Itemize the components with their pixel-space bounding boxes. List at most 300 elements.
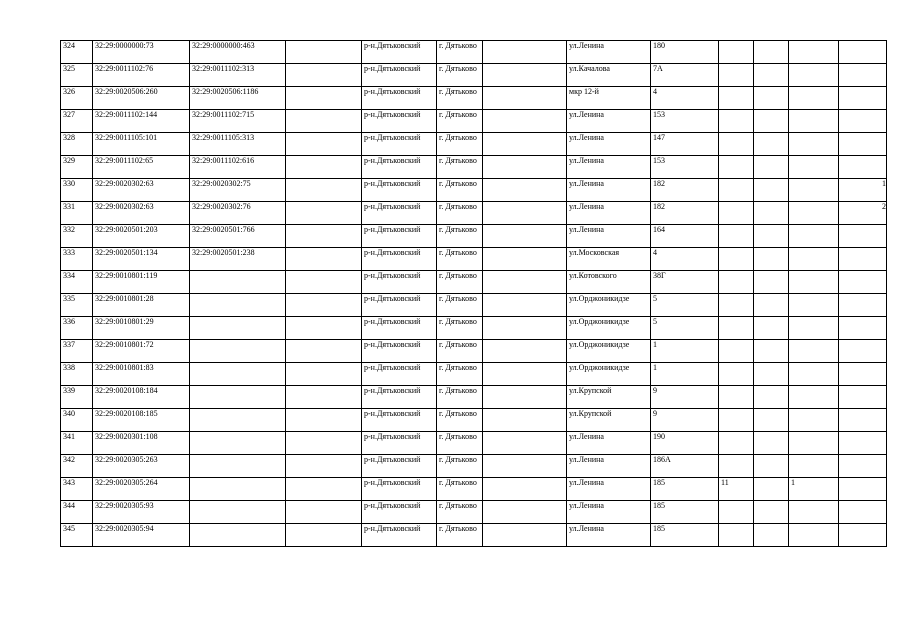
cell-col-12 [789, 386, 839, 409]
cell-col-4 [286, 524, 362, 547]
cell-house-number: 5 [651, 294, 719, 317]
cell-col-10 [719, 294, 754, 317]
cell-col-13 [839, 524, 887, 547]
cell-col-10 [719, 110, 754, 133]
cell-col-11 [754, 501, 789, 524]
cell-district: р-н.Дятьковский [362, 64, 437, 87]
cell-col-10 [719, 41, 754, 64]
cell-row-number: 330 [61, 179, 93, 202]
cell-house-number: 153 [651, 156, 719, 179]
cell-district: р-н.Дятьковский [362, 87, 437, 110]
cell-cadastral-number: 32:29:0010801:83 [93, 363, 190, 386]
cell-col-10 [719, 340, 754, 363]
table-row [61, 156, 887, 179]
cell-col-4 [286, 225, 362, 248]
cell-district: р-н.Дятьковский [362, 271, 437, 294]
table-row [61, 409, 887, 432]
cell-col-12 [789, 133, 839, 156]
cell-col-4 [286, 64, 362, 87]
cell-col-10 [719, 248, 754, 271]
cell-col-7 [483, 271, 567, 294]
cell-street: ул.Ленина [567, 478, 651, 501]
cell-col-7 [483, 156, 567, 179]
cell-district: р-н.Дятьковский [362, 248, 437, 271]
cell-city: г. Дятьково [437, 64, 483, 87]
cell-cadastral-number-2: 32:29:0020501:238 [190, 248, 286, 271]
cell-city: г. Дятьково [437, 455, 483, 478]
cell-district: р-н.Дятьковский [362, 524, 437, 547]
cell-cadastral-number: 32:29:0020302:63 [93, 179, 190, 202]
cell-cadastral-number: 32:29:0011102:144 [93, 110, 190, 133]
cell-street: ул.Ленина [567, 156, 651, 179]
cell-cadastral-number-2 [190, 432, 286, 455]
cell-cadastral-number-2 [190, 501, 286, 524]
cell-district: р-н.Дятьковский [362, 478, 437, 501]
cell-col-13 [839, 455, 887, 478]
cell-district: р-н.Дятьковский [362, 41, 437, 64]
cell-col-7 [483, 409, 567, 432]
cell-col-11 [754, 202, 789, 225]
cell-col-10 [719, 202, 754, 225]
table-body [61, 41, 887, 547]
cell-row-number: 339 [61, 386, 93, 409]
cell-col-7 [483, 386, 567, 409]
cell-street: ул.Ленина [567, 524, 651, 547]
cell-cadastral-number: 32:29:0020506:260 [93, 87, 190, 110]
cell-street: ул.Ленина [567, 432, 651, 455]
cell-col-10 [719, 432, 754, 455]
cell-house-number: 190 [651, 432, 719, 455]
cell-city: г. Дятьково [437, 271, 483, 294]
cell-cadastral-number: 32:29:0020305:94 [93, 524, 190, 547]
cell-col-10: 11 [719, 478, 754, 501]
cell-city: г. Дятьково [437, 248, 483, 271]
table-row [61, 317, 887, 340]
cell-col-11 [754, 386, 789, 409]
cell-col-13 [839, 64, 887, 87]
cell-cadastral-number-2 [190, 455, 286, 478]
cell-col-12 [789, 179, 839, 202]
cell-cadastral-number-2 [190, 478, 286, 501]
cell-cadastral-number-2 [190, 524, 286, 547]
cell-col-4 [286, 133, 362, 156]
cell-col-12 [789, 409, 839, 432]
cell-col-13 [839, 317, 887, 340]
cell-cadastral-number-2: 32:29:0020506:1186 [190, 87, 286, 110]
table-row [61, 64, 887, 87]
cell-col-10 [719, 87, 754, 110]
cell-col-4 [286, 248, 362, 271]
cell-col-12 [789, 363, 839, 386]
cell-row-number: 335 [61, 294, 93, 317]
cell-col-4 [286, 478, 362, 501]
cell-col-4 [286, 501, 362, 524]
registry-sheet [60, 40, 887, 547]
cell-house-number: 185 [651, 524, 719, 547]
cell-col-10 [719, 179, 754, 202]
cell-cadastral-number: 32:29:0010801:119 [93, 271, 190, 294]
cell-city: г. Дятьково [437, 386, 483, 409]
cell-col-13: 2 [839, 202, 887, 225]
table-row [61, 271, 887, 294]
cell-col-13 [839, 294, 887, 317]
cell-row-number: 324 [61, 41, 93, 64]
cell-col-7 [483, 110, 567, 133]
cell-city: г. Дятьково [437, 156, 483, 179]
table-row [61, 432, 887, 455]
cell-city: г. Дятьково [437, 41, 483, 64]
cell-house-number: 4 [651, 87, 719, 110]
cell-row-number: 331 [61, 202, 93, 225]
cell-district: р-н.Дятьковский [362, 156, 437, 179]
cell-col-11 [754, 432, 789, 455]
cell-col-10 [719, 64, 754, 87]
cell-cadastral-number-2: 32:29:0000000:463 [190, 41, 286, 64]
cell-district: р-н.Дятьковский [362, 133, 437, 156]
cell-col-12 [789, 248, 839, 271]
cell-col-10 [719, 501, 754, 524]
cell-row-number: 341 [61, 432, 93, 455]
table-row [61, 202, 887, 225]
cell-city: г. Дятьково [437, 110, 483, 133]
cell-col-10 [719, 386, 754, 409]
cell-city: г. Дятьково [437, 202, 483, 225]
cell-col-10 [719, 455, 754, 478]
cell-col-7 [483, 317, 567, 340]
table-row [61, 248, 887, 271]
cell-cadastral-number: 32:29:0020108:185 [93, 409, 190, 432]
cell-street: ул.Крупской [567, 386, 651, 409]
cell-house-number: 1 [651, 363, 719, 386]
cell-col-7 [483, 363, 567, 386]
cell-cadastral-number-2: 32:29:0020501:766 [190, 225, 286, 248]
cell-house-number: 186А [651, 455, 719, 478]
cell-street: ул.Ленина [567, 110, 651, 133]
cell-cadastral-number: 32:29:0010801:72 [93, 340, 190, 363]
cell-city: г. Дятьково [437, 501, 483, 524]
cell-col-13 [839, 156, 887, 179]
cell-house-number: 164 [651, 225, 719, 248]
cell-house-number: 5 [651, 317, 719, 340]
cell-col-12 [789, 524, 839, 547]
cell-col-11 [754, 64, 789, 87]
cell-house-number: 147 [651, 133, 719, 156]
cell-col-7 [483, 432, 567, 455]
cell-col-13 [839, 41, 887, 64]
table-row [61, 110, 887, 133]
cell-cadastral-number: 32:29:0020108:184 [93, 386, 190, 409]
cell-cadastral-number-2: 32:29:0011102:313 [190, 64, 286, 87]
cell-street: ул.Ленина [567, 133, 651, 156]
cell-col-10 [719, 225, 754, 248]
cell-col-7 [483, 202, 567, 225]
cell-col-12 [789, 455, 839, 478]
cell-city: г. Дятьково [437, 478, 483, 501]
cell-city: г. Дятьково [437, 317, 483, 340]
cell-col-12 [789, 202, 839, 225]
cell-col-7 [483, 248, 567, 271]
cell-cadastral-number: 32:29:0011102:76 [93, 64, 190, 87]
cell-col-7 [483, 64, 567, 87]
cell-col-4 [286, 41, 362, 64]
cell-street: ул.Ленина [567, 41, 651, 64]
cell-row-number: 343 [61, 478, 93, 501]
cell-house-number: 4 [651, 248, 719, 271]
cell-house-number: 9 [651, 386, 719, 409]
cell-col-12: 1 [789, 478, 839, 501]
cell-col-11 [754, 179, 789, 202]
cell-col-13 [839, 133, 887, 156]
cell-street: ул.Ленина [567, 501, 651, 524]
cell-col-11 [754, 87, 789, 110]
cell-cadastral-number: 32:29:0011105:101 [93, 133, 190, 156]
cell-col-13 [839, 87, 887, 110]
cell-district: р-н.Дятьковский [362, 363, 437, 386]
cell-col-12 [789, 294, 839, 317]
cell-col-7 [483, 340, 567, 363]
cell-col-11 [754, 409, 789, 432]
cell-col-11 [754, 248, 789, 271]
cell-col-13 [839, 386, 887, 409]
cell-district: р-н.Дятьковский [362, 294, 437, 317]
cell-district: р-н.Дятьковский [362, 110, 437, 133]
cell-row-number: 325 [61, 64, 93, 87]
cell-street: ул.Ленина [567, 225, 651, 248]
cell-col-12 [789, 432, 839, 455]
cell-row-number: 329 [61, 156, 93, 179]
cell-col-10 [719, 271, 754, 294]
cell-row-number: 338 [61, 363, 93, 386]
cell-col-4 [286, 87, 362, 110]
cell-street: ул.Ленина [567, 202, 651, 225]
cell-col-12 [789, 501, 839, 524]
cell-col-4 [286, 432, 362, 455]
cell-street: ул.Крупской [567, 409, 651, 432]
cell-col-11 [754, 271, 789, 294]
cell-cadastral-number-2 [190, 340, 286, 363]
cell-cadastral-number-2: 32:29:0020302:76 [190, 202, 286, 225]
cell-col-4 [286, 455, 362, 478]
cell-district: р-н.Дятьковский [362, 340, 437, 363]
cell-city: г. Дятьково [437, 87, 483, 110]
cell-row-number: 342 [61, 455, 93, 478]
cell-col-11 [754, 524, 789, 547]
cell-col-10 [719, 156, 754, 179]
cell-col-13: 1 [839, 179, 887, 202]
table-row [61, 87, 887, 110]
cell-col-12 [789, 110, 839, 133]
cell-col-11 [754, 156, 789, 179]
cell-col-12 [789, 64, 839, 87]
cell-street: ул.Орджоникидзе [567, 340, 651, 363]
cell-row-number: 337 [61, 340, 93, 363]
table-row [61, 225, 887, 248]
table-row [61, 478, 887, 501]
cell-street: ул.Ленина [567, 455, 651, 478]
cell-house-number: 185 [651, 478, 719, 501]
cell-col-11 [754, 317, 789, 340]
table-row [61, 386, 887, 409]
cell-col-4 [286, 179, 362, 202]
cell-city: г. Дятьково [437, 133, 483, 156]
cell-district: р-н.Дятьковский [362, 386, 437, 409]
cell-col-7 [483, 41, 567, 64]
cell-street: ул.Орджоникидзе [567, 317, 651, 340]
cell-house-number: 38Г [651, 271, 719, 294]
table-row [61, 179, 887, 202]
cell-col-12 [789, 317, 839, 340]
cell-col-12 [789, 225, 839, 248]
registry-table [60, 40, 887, 547]
cell-cadastral-number-2: 32:29:0011102:715 [190, 110, 286, 133]
cell-col-10 [719, 363, 754, 386]
cell-col-7 [483, 455, 567, 478]
cell-street: ул.Качалова [567, 64, 651, 87]
cell-col-7 [483, 225, 567, 248]
cell-row-number: 328 [61, 133, 93, 156]
cell-col-4 [286, 156, 362, 179]
cell-col-11 [754, 41, 789, 64]
cell-street: ул.Ленина [567, 179, 651, 202]
cell-col-12 [789, 87, 839, 110]
cell-street: ул.Орджоникидзе [567, 294, 651, 317]
cell-col-7 [483, 87, 567, 110]
cell-cadastral-number: 32:29:0020305:264 [93, 478, 190, 501]
cell-cadastral-number-2 [190, 271, 286, 294]
cell-city: г. Дятьково [437, 409, 483, 432]
cell-col-11 [754, 340, 789, 363]
cell-cadastral-number-2 [190, 317, 286, 340]
cell-cadastral-number: 32:29:0020305:263 [93, 455, 190, 478]
cell-cadastral-number: 32:29:0010801:29 [93, 317, 190, 340]
cell-district: р-н.Дятьковский [362, 432, 437, 455]
cell-col-12 [789, 340, 839, 363]
cell-cadastral-number-2 [190, 386, 286, 409]
cell-cadastral-number-2 [190, 409, 286, 432]
cell-city: г. Дятьково [437, 225, 483, 248]
cell-col-7 [483, 294, 567, 317]
cell-row-number: 345 [61, 524, 93, 547]
cell-street: ул.Орджоникидзе [567, 363, 651, 386]
cell-row-number: 326 [61, 87, 93, 110]
cell-house-number: 1 [651, 340, 719, 363]
cell-col-7 [483, 179, 567, 202]
cell-col-11 [754, 110, 789, 133]
cell-col-13 [839, 501, 887, 524]
table-row [61, 363, 887, 386]
cell-cadastral-number: 32:29:0010801:28 [93, 294, 190, 317]
cell-col-4 [286, 202, 362, 225]
cell-cadastral-number-2: 32:29:0020302:75 [190, 179, 286, 202]
cell-cadastral-number-2: 32:29:0011102:616 [190, 156, 286, 179]
table-row [61, 340, 887, 363]
cell-col-13 [839, 478, 887, 501]
cell-col-13 [839, 271, 887, 294]
cell-row-number: 340 [61, 409, 93, 432]
cell-col-13 [839, 363, 887, 386]
cell-district: р-н.Дятьковский [362, 455, 437, 478]
cell-house-number: 185 [651, 501, 719, 524]
table-row [61, 133, 887, 156]
cell-col-13 [839, 409, 887, 432]
cell-col-11 [754, 363, 789, 386]
cell-house-number: 7А [651, 64, 719, 87]
cell-house-number: 180 [651, 41, 719, 64]
cell-col-10 [719, 317, 754, 340]
cell-col-12 [789, 156, 839, 179]
cell-cadastral-number-2 [190, 294, 286, 317]
cell-house-number: 9 [651, 409, 719, 432]
cell-cadastral-number: 32:29:0020305:93 [93, 501, 190, 524]
cell-cadastral-number: 32:29:0000000:73 [93, 41, 190, 64]
cell-city: г. Дятьково [437, 524, 483, 547]
cell-col-11 [754, 294, 789, 317]
cell-district: р-н.Дятьковский [362, 317, 437, 340]
cell-col-4 [286, 317, 362, 340]
cell-col-7 [483, 524, 567, 547]
cell-cadastral-number: 32:29:0020301:108 [93, 432, 190, 455]
cell-cadastral-number-2: 32:29:0011105:313 [190, 133, 286, 156]
cell-cadastral-number: 32:29:0011102:65 [93, 156, 190, 179]
table-row [61, 41, 887, 64]
cell-col-4 [286, 386, 362, 409]
cell-col-11 [754, 455, 789, 478]
cell-district: р-н.Дятьковский [362, 501, 437, 524]
cell-row-number: 333 [61, 248, 93, 271]
cell-col-10 [719, 524, 754, 547]
cell-district: р-н.Дятьковский [362, 409, 437, 432]
cell-street: ул.Московская [567, 248, 651, 271]
cell-house-number: 182 [651, 202, 719, 225]
cell-col-10 [719, 133, 754, 156]
cell-col-4 [286, 271, 362, 294]
cell-city: г. Дятьково [437, 294, 483, 317]
cell-district: р-н.Дятьковский [362, 179, 437, 202]
cell-city: г. Дятьково [437, 340, 483, 363]
cell-col-13 [839, 432, 887, 455]
cell-col-4 [286, 294, 362, 317]
table-row [61, 524, 887, 547]
cell-district: р-н.Дятьковский [362, 202, 437, 225]
table-row [61, 455, 887, 478]
cell-row-number: 344 [61, 501, 93, 524]
cell-col-11 [754, 133, 789, 156]
cell-col-13 [839, 340, 887, 363]
cell-col-11 [754, 478, 789, 501]
table-row [61, 501, 887, 524]
cell-cadastral-number-2 [190, 363, 286, 386]
cell-city: г. Дятьково [437, 363, 483, 386]
cell-cadastral-number: 32:29:0020302:63 [93, 202, 190, 225]
cell-row-number: 336 [61, 317, 93, 340]
cell-row-number: 332 [61, 225, 93, 248]
cell-district: р-н.Дятьковский [362, 225, 437, 248]
cell-col-13 [839, 225, 887, 248]
cell-house-number: 182 [651, 179, 719, 202]
cell-col-12 [789, 41, 839, 64]
cell-col-7 [483, 501, 567, 524]
cell-col-11 [754, 225, 789, 248]
cell-row-number: 334 [61, 271, 93, 294]
cell-col-4 [286, 340, 362, 363]
cell-col-4 [286, 363, 362, 386]
cell-row-number: 327 [61, 110, 93, 133]
cell-col-7 [483, 133, 567, 156]
cell-col-10 [719, 409, 754, 432]
cell-col-4 [286, 110, 362, 133]
cell-cadastral-number: 32:29:0020501:203 [93, 225, 190, 248]
cell-street: ул.Котовского [567, 271, 651, 294]
